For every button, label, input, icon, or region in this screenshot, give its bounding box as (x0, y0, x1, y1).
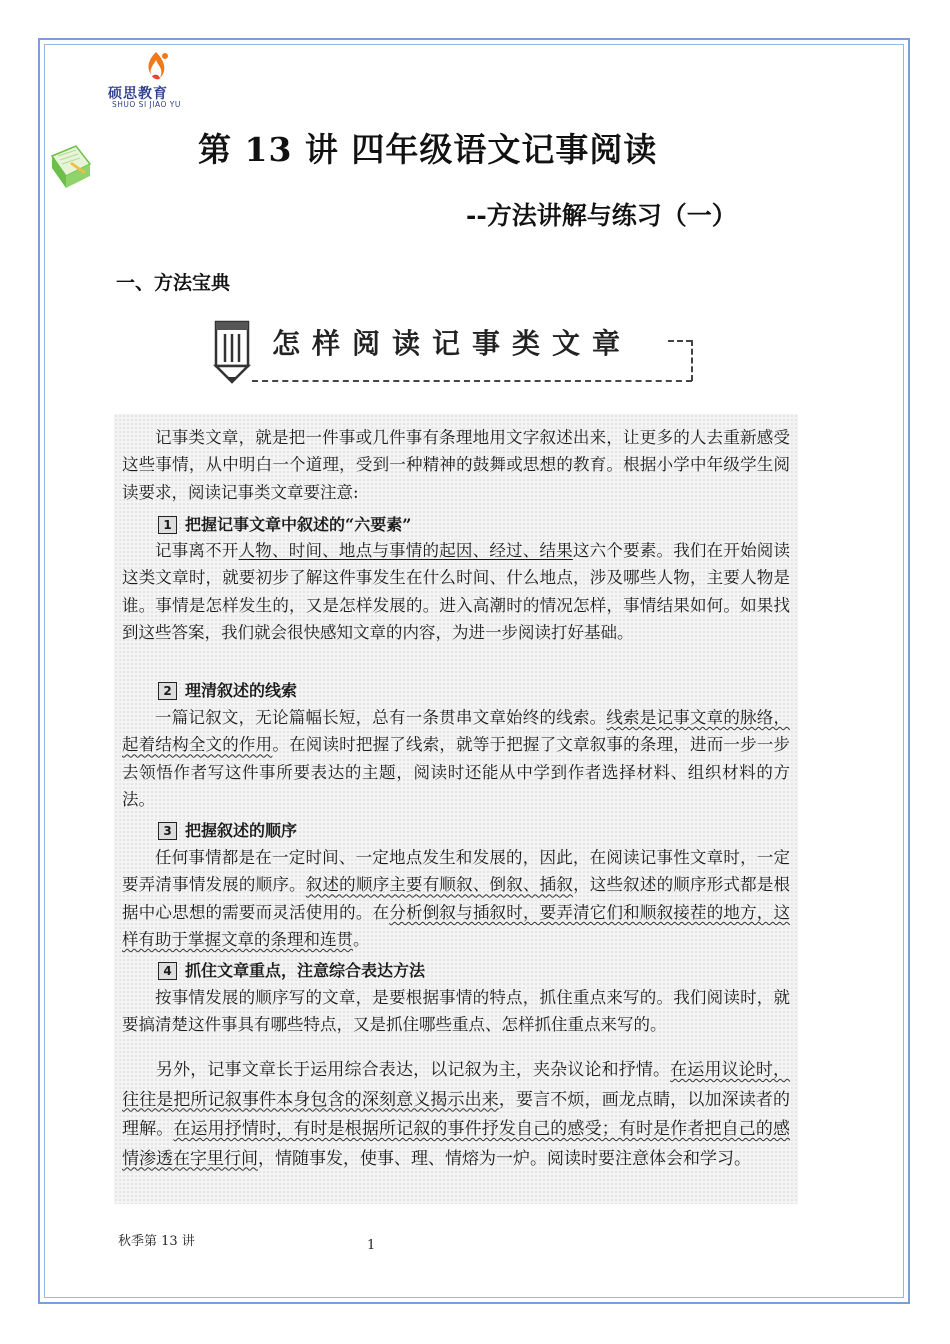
wavy-underlined-text: 在运用议论时，往往是把所记叙事件本身包含的深刻意义揭示出来 (122, 1060, 791, 1110)
item-heading-4 (158, 958, 425, 981)
text-run: 按事情发展的顺序写的文章，是要根据事情的特点，抓住重点来写的。我们阅读时，就要搞清楚这件事具有哪些特点，又是抓住哪些重点、怎样抓住重点来写的。 (122, 988, 790, 1035)
item-heading-3 (158, 818, 297, 841)
item-heading-2 (158, 678, 297, 701)
flame-logo-icon (138, 50, 174, 84)
intro-paragraph: 记事类文章，就是把一件事或几件事有条理地用文字叙述出来，让更多的人去重新感受这些事情，从中明白一个道理，受到一种精神的鼓舞或思想的教育。根据小学中年级学生阅读要求，阅读记事类文章要注意: (122, 428, 790, 502)
item-number-4: 4 (158, 962, 177, 980)
text-run: ，情随事发，使事、理、情熔为一炉。阅读时要注意体会和学习。 (258, 1148, 751, 1169)
page-title: 第 13 讲 四年级语文记事阅读 (198, 130, 658, 169)
underlined-text: 人物、时间、地点与事情的起因、经过、结果 (238, 541, 573, 560)
item-heading-text: 把握记事文章中叙述的“六要素” (185, 515, 412, 534)
text-run: 这六个要素。我们在开始阅读这类文章时，就要初步了解这件事发生在什么时间、什么地点，涉及哪些人物，主要人物是谁。事情是怎样发生的，又是怎样发展的。进入高潮时的情况怎样，事情结果如何。如果找到这些答案，我们就会很快感知文章的内容，为进一步阅读打好基础。 (122, 541, 791, 643)
wavy-underlined-text: 叙述的顺序主要有顺叙、倒叙、插叙 (305, 875, 574, 895)
text-run: 另外，记事文章长于运用综合表达，以记叙为主，夹杂议论和抒情。 (156, 1060, 671, 1080)
wavy-underlined-text: 线索是记事文章的脉络，起着结构全文的作用 (122, 708, 791, 755)
logo (108, 50, 208, 108)
logo-subtext: SHUO SI JIAO YU (112, 100, 181, 109)
text-run: ，这些叙述的顺序形式都是根据中心思想的需要而灵活使用的。在 (122, 875, 791, 922)
banner (212, 318, 702, 388)
text-run: 。 (353, 930, 370, 950)
item-paragraph-1 (122, 537, 790, 647)
text-run: 一篇记叙文，无论篇幅长短，总有一条贯串文章始终的线索。 (155, 708, 607, 727)
item-paragraph-4 (122, 984, 790, 1039)
item-paragraph-2 (122, 704, 790, 814)
item-number-2: 2 (158, 682, 177, 700)
page-subtitle: --方法讲解与练习（一） (466, 201, 737, 230)
text-run: ，要言不烦，画龙点睛，以加深读者的理解。 (122, 1089, 791, 1139)
item-heading-1 (158, 512, 411, 535)
item-number-1: 1 (158, 516, 177, 534)
wavy-underlined-text: 分析倒叙与插叙时，要弄清它们和顺叙接茬的地方，这样有助于掌握文章的条理和连贯 (122, 902, 791, 950)
book-icon (46, 142, 96, 194)
logo-text: 硕思教育 (108, 86, 168, 102)
item-heading-text: 理清叙述的线索 (185, 681, 298, 700)
item-heading-text: 把握叙述的顺序 (185, 821, 298, 840)
text-run: 。在阅读时把握了线索，就等于把握了文章叙事的条理，进而一步一步去领悟作者写这件事所要表达的主题，阅读时还能从中学到作者选择材料、组织材料的方法。 (122, 735, 791, 810)
banner-dashed-line-vertical (691, 340, 693, 381)
closing-paragraph (122, 1056, 790, 1174)
footer-lesson-label: 秋季第 13 讲 (118, 1234, 195, 1249)
banner-dashed-line (252, 380, 692, 382)
section-heading: 一、方法宝典 (116, 272, 231, 294)
banner-title: 怎样阅读记事类文章 (272, 327, 633, 360)
pencil-icon (212, 320, 252, 384)
wavy-underlined-text: 在运用抒情时，有时是根据所记叙的事件抒发自己的感受；有时是作者把自己的感情渗透在字里行间 (122, 1119, 791, 1169)
item-heading-text: 抓住文章重点，注意综合表达方法 (185, 961, 426, 980)
text-run: 任何事情都是在一定时间、一定地点发生和发展的，因此，在阅读记事性文章时，一定要弄清事情发展的顺序。 (122, 848, 790, 895)
text-run: 记事离不开 (155, 541, 239, 560)
page-number: 1 (367, 1238, 376, 1253)
item-number-3: 3 (158, 822, 177, 840)
item-paragraph-3 (122, 844, 790, 954)
banner-dashed-line-top (668, 340, 692, 342)
